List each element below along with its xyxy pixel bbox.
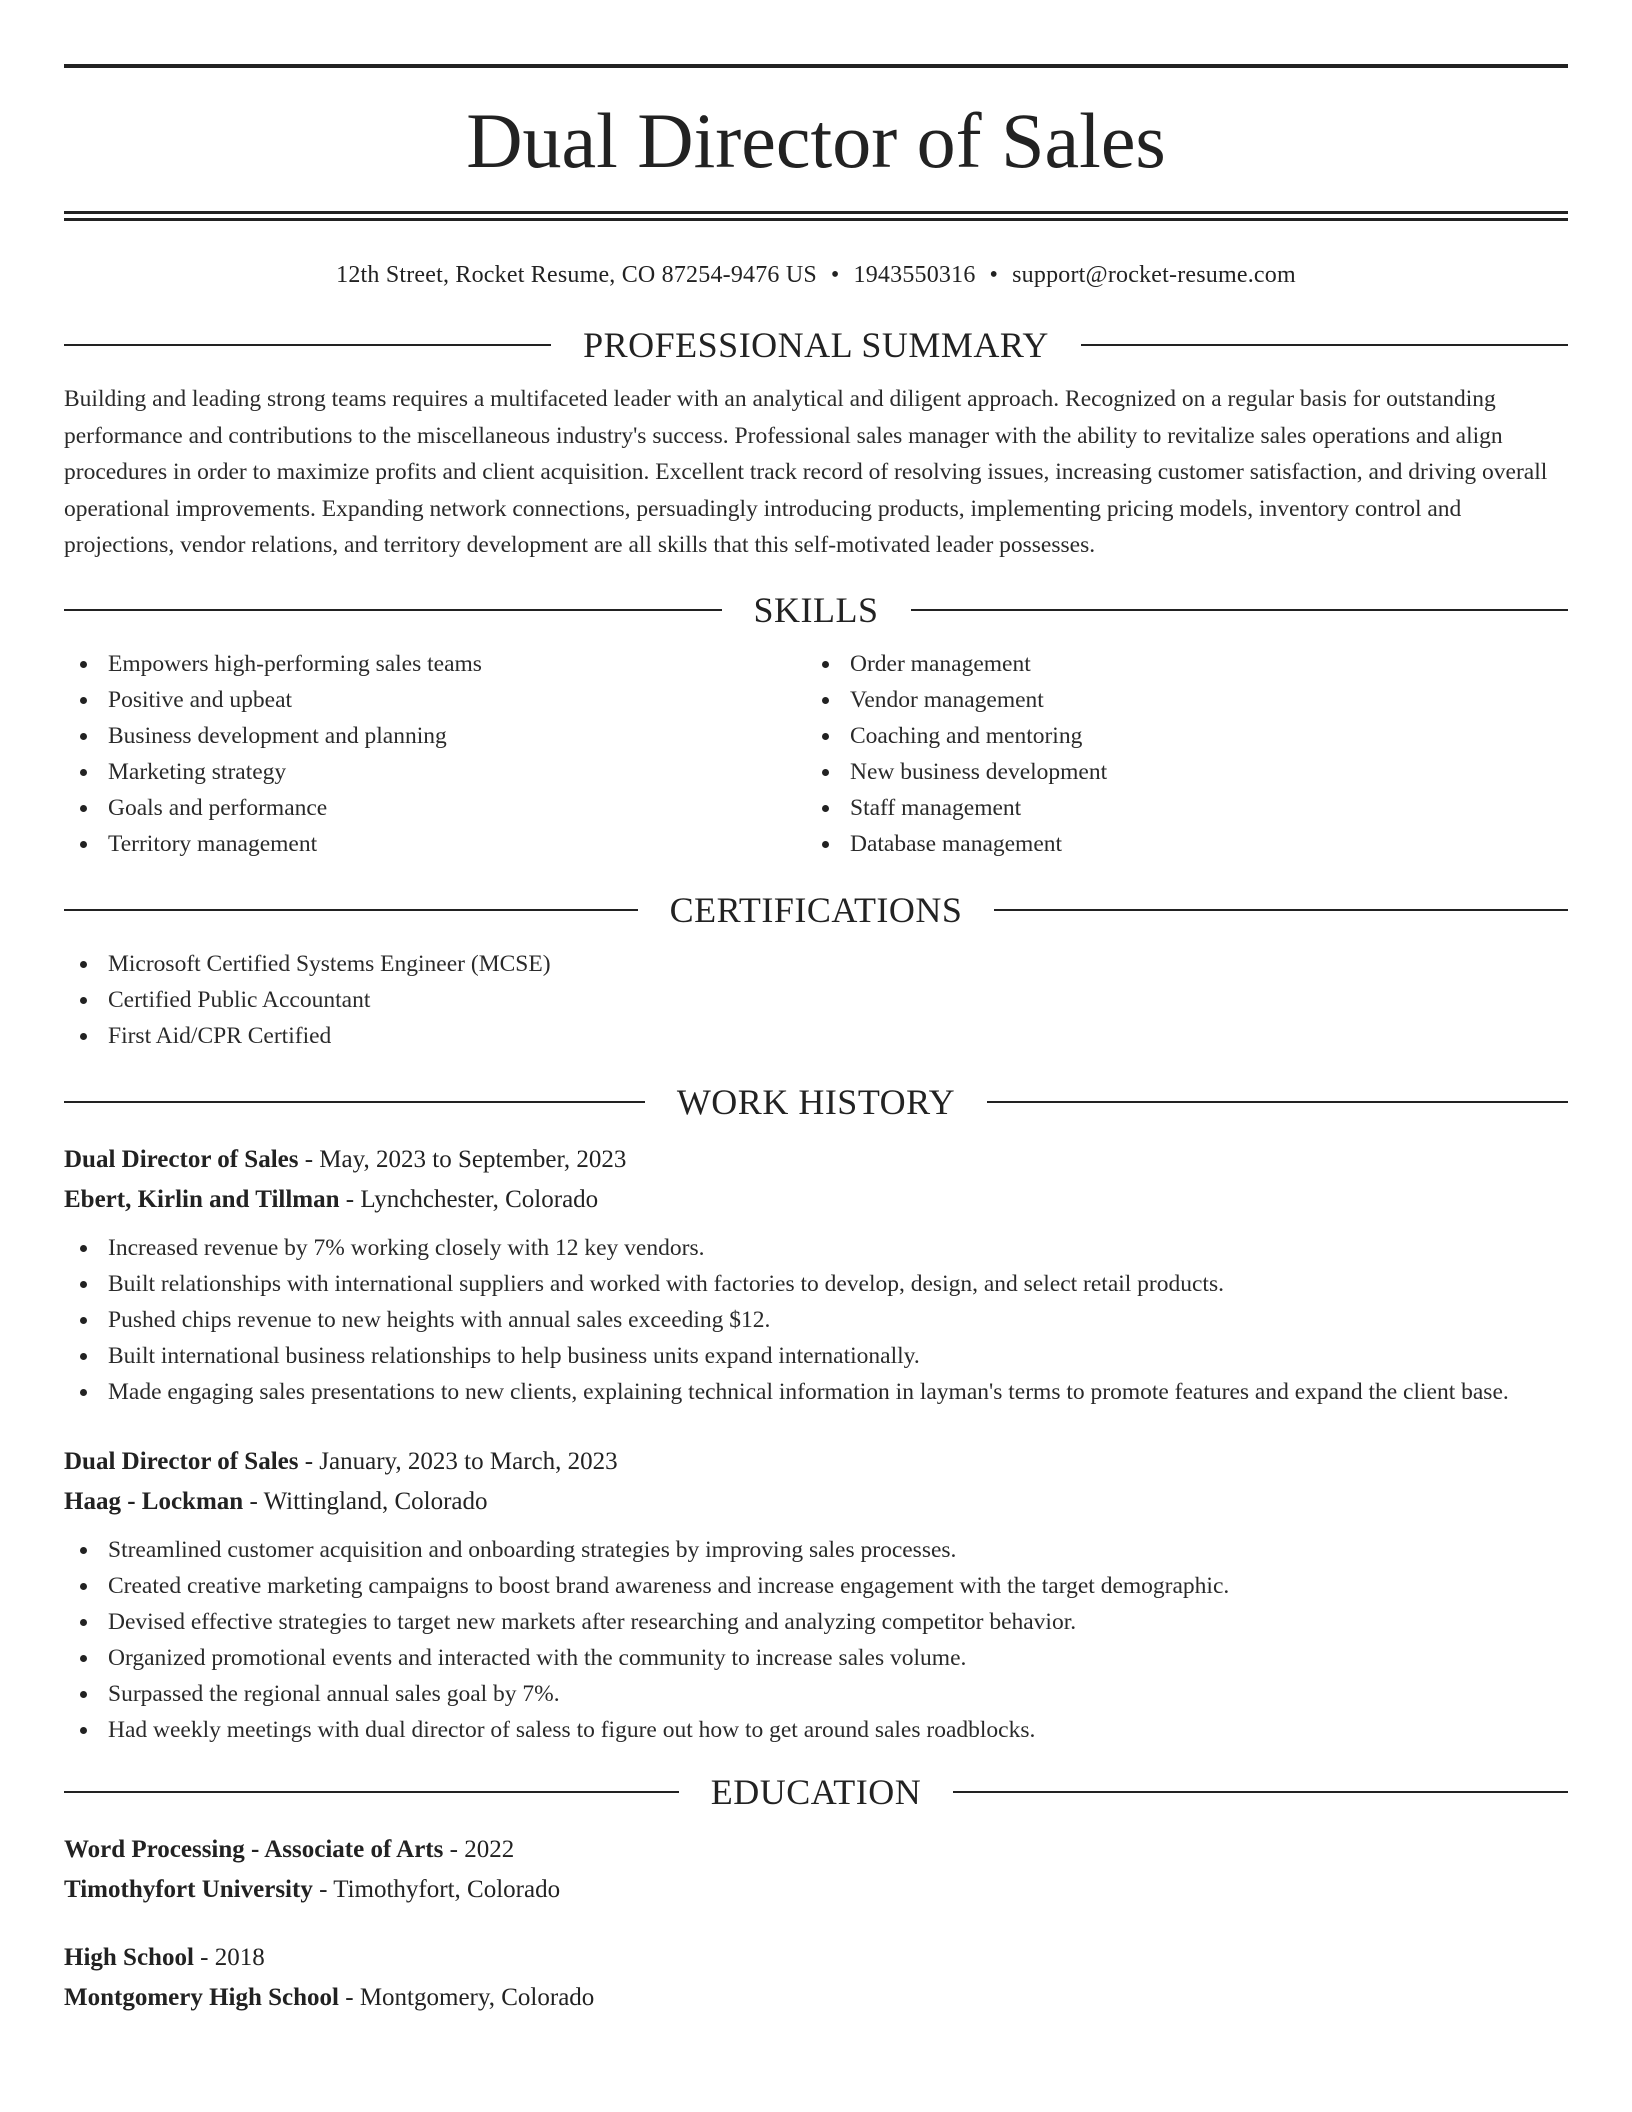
contact-email: support@rocket-resume.com	[1012, 262, 1296, 288]
dash: -	[312, 1875, 334, 1903]
dash: -	[298, 1447, 320, 1475]
job-company: Ebert, Kirlin and Tillman	[64, 1185, 340, 1213]
skill-item: Business development and planning	[64, 718, 806, 754]
education-school-line	[64, 1870, 1568, 1910]
education-school: Montgomery High School	[64, 1983, 339, 2011]
job-bullet: Streamlined customer acquisition and onboarding strategies by improving sales processes.	[64, 1532, 1568, 1568]
certification-item: Certified Public Accountant	[64, 982, 1568, 1018]
education-year: 2022	[464, 1835, 515, 1863]
section-title: CERTIFICATIONS	[669, 889, 963, 930]
job-company: Haag - Lockman	[64, 1487, 244, 1515]
heading-rule	[64, 1791, 679, 1793]
heading-rule	[987, 1101, 1568, 1103]
heading-rule	[994, 909, 1568, 911]
dash: -	[298, 1145, 320, 1173]
job-bullets	[64, 1532, 1568, 1748]
section-title: WORK HISTORY	[676, 1081, 956, 1122]
section-heading-education	[64, 1766, 1568, 1818]
job-location: Wittingland, Colorado	[263, 1487, 488, 1515]
education-entry	[64, 1830, 1568, 1910]
job-company-line	[64, 1482, 1568, 1522]
section-heading-skills	[64, 584, 1568, 636]
job-bullet: Increased revenue by 7% working closely with 12 key vendors.	[64, 1230, 1568, 1266]
job-bullet: Created creative marketing campaigns to boost brand awareness and increase engagement with the target demographic.	[64, 1568, 1568, 1604]
job-bullet: Devised effective strategies to target new markets after researching and analyzing competitor behavior.	[64, 1604, 1568, 1640]
heading-rule	[64, 609, 722, 611]
education-degree: Word Processing - Associate of Arts	[64, 1835, 444, 1863]
skill-item: Empowers high-performing sales teams	[64, 646, 806, 682]
dash: -	[339, 1983, 360, 2011]
job-title-line	[64, 1442, 1568, 1482]
dash: -	[339, 1185, 361, 1213]
certification-item: First Aid/CPR Certified	[64, 1018, 1568, 1054]
education-degree-line	[64, 1830, 1568, 1870]
job-bullet: Pushed chips revenue to new heights with annual sales exceeding $12.	[64, 1302, 1568, 1338]
education-location: Montgomery, Colorado	[359, 1983, 595, 2011]
heading-rule	[64, 1101, 645, 1103]
dash: -	[443, 1835, 465, 1863]
skills-list	[64, 646, 1568, 862]
skills-column-right	[806, 646, 1548, 862]
section-title: SKILLS	[753, 589, 879, 630]
job-entry	[64, 1140, 1568, 1410]
heading-rule	[911, 609, 1569, 611]
skill-item: Coaching and mentoring	[806, 718, 1548, 754]
double-rule	[64, 211, 1568, 221]
section-heading-summary	[64, 319, 1568, 371]
education-location: Timothyfort, Colorado	[333, 1875, 561, 1903]
job-title-line	[64, 1140, 1568, 1180]
job-bullet: Had weekly meetings with dual director of saless to figure out how to get around sales roadblocks.	[64, 1712, 1568, 1748]
section-heading-certifications	[64, 884, 1568, 936]
skill-item: Goals and performance	[64, 790, 806, 826]
job-role: Dual Director of Sales	[64, 1447, 299, 1475]
heading-rule	[1081, 344, 1568, 346]
skill-item: Territory management	[64, 826, 806, 862]
job-bullet: Made engaging sales presentations to new clients, explaining technical information in layman's terms to promote features and expand the client base.	[64, 1374, 1568, 1410]
job-bullet: Surpassed the regional annual sales goal by 7%.	[64, 1676, 1568, 1712]
section-heading-work-history	[64, 1076, 1568, 1128]
job-dates: January, 2023 to March, 2023	[319, 1447, 618, 1475]
section-title: EDUCATION	[710, 1771, 922, 1812]
skills-column-left	[64, 646, 806, 862]
summary-text: Building and leading strong teams requires a multifaceted leader with an analytical and diligent approach. Recognized on a regular basis for outstanding performance and contributions to the miscellaneous industry's success. Professional sales manager with the ability to revitalize sales operations and align procedures in order to maximize profits and client acquisition. Excellent track record of resolving issues, increasing customer satisfaction, and driving overall operational improvements. Expanding network connections, persuadingly introducing products, implementing pricing models, inventory control and projections, vendor relations, and territory development are all skills that this self-motivated leader possesses.	[64, 386, 1548, 558]
education-degree: High School	[64, 1943, 194, 1971]
job-entry	[64, 1442, 1568, 1748]
job-bullet: Organized promotional events and interacted with the community to increase sales volume.	[64, 1640, 1568, 1676]
skill-item: New business development	[806, 754, 1548, 790]
contact-separator: •	[830, 262, 840, 288]
skill-item: Marketing strategy	[64, 754, 806, 790]
education-school-line	[64, 1978, 1568, 2018]
contact-phone: 1943550316	[853, 262, 976, 288]
education-entry	[64, 1938, 1568, 2018]
dash: -	[243, 1487, 264, 1515]
education-year: 2018	[214, 1943, 265, 1971]
job-location: Lynchchester, Colorado	[360, 1185, 599, 1213]
job-dates: May, 2023 to September, 2023	[319, 1145, 627, 1173]
top-rule	[64, 64, 1568, 68]
education-school: Timothyfort University	[64, 1875, 313, 1903]
dash: -	[193, 1943, 215, 1971]
job-bullet: Built relationships with international suppliers and worked with factories to develop, design, and select retail products.	[64, 1266, 1568, 1302]
certifications-list	[64, 946, 1568, 1054]
skill-item: Database management	[806, 826, 1548, 862]
resume-name: Dual Director of Sales	[466, 97, 1166, 184]
skill-item: Staff management	[806, 790, 1548, 826]
contact-separator: •	[989, 262, 999, 288]
contact-address: 12th Street, Rocket Resume, CO 87254-9476 US	[336, 262, 817, 288]
skill-item: Positive and upbeat	[64, 682, 806, 718]
education-degree-line	[64, 1938, 1568, 1978]
heading-rule	[64, 909, 638, 911]
skill-item: Order management	[806, 646, 1548, 682]
heading-rule	[64, 344, 551, 346]
job-company-line	[64, 1180, 1568, 1220]
job-role: Dual Director of Sales	[64, 1145, 299, 1173]
job-bullet: Built international business relationships to help business units expand internationally.	[64, 1338, 1568, 1374]
resume-page	[64, 64, 1568, 2018]
job-bullets	[64, 1230, 1568, 1410]
skill-item: Vendor management	[806, 682, 1548, 718]
certification-item: Microsoft Certified Systems Engineer (MCSE)	[64, 946, 1568, 982]
section-title: PROFESSIONAL SUMMARY	[583, 325, 1049, 365]
heading-rule	[953, 1791, 1568, 1793]
contact-line	[64, 257, 1568, 293]
